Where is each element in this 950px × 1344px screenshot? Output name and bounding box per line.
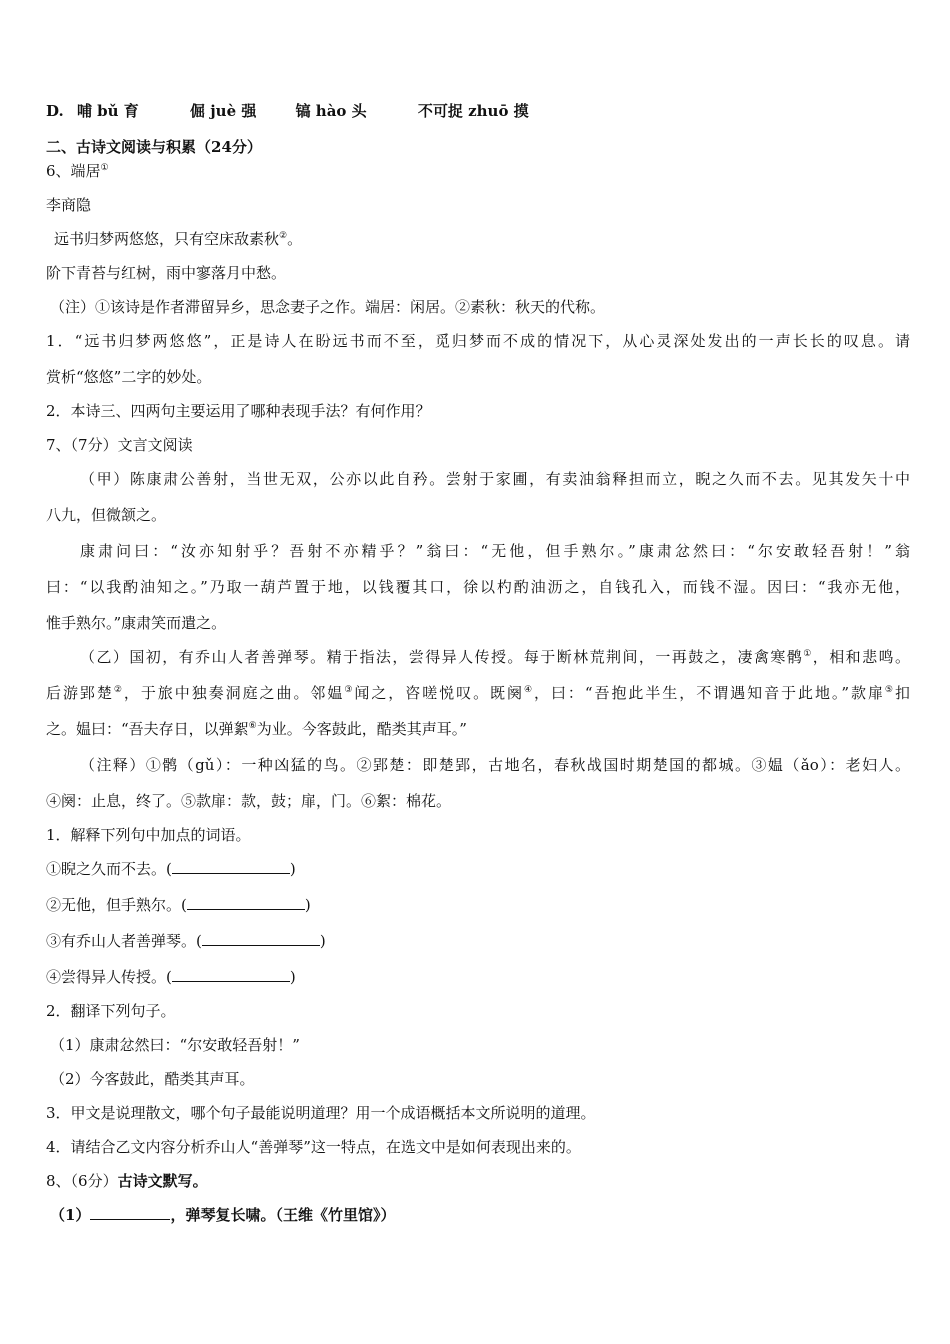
q7-q1-item-3: ③有乔山人者善弹琴。( ) bbox=[46, 932, 326, 950]
q7-heading: 7、（7分）文言文阅读 bbox=[46, 436, 193, 454]
q6-heading: 6、端居① bbox=[46, 162, 109, 180]
q6-question-1: 1．“远书归梦两悠悠”，正是诗人在盼远书而不至，觅归梦而不成的情况下，从心灵深处发出的一声长长的叹息。请 bbox=[46, 332, 910, 350]
option-d-a: 哺 bǔ 育 bbox=[76, 102, 139, 120]
passage-yi-line-1: （乙）国初，有乔山人者善弹琴。精于指法，尝得异人传授。每于断林荒荆间，一再鼓之，凄禽寒鹘①，相和悲鸣。 bbox=[80, 648, 910, 666]
q7-q1-item-4: ④尝得异人传授。( ) bbox=[46, 968, 296, 986]
passage-jia-line-1: （甲）陈康肃公善射，当世无双，公亦以此自矜。尝射于家圃，有卖油翁释担而立，睨之久而不去。见其发矢十中 bbox=[80, 470, 910, 488]
answer-blank[interactable] bbox=[202, 931, 320, 946]
q7-question-1: 1．解释下列句中加点的词语。 bbox=[46, 826, 251, 844]
section-2-title: 二、古诗文阅读与积累（24分） bbox=[46, 138, 262, 156]
poem-author: 李商隐 bbox=[46, 196, 92, 214]
q7-q1-item-2: ②无他，但手熟尔。( ) bbox=[46, 896, 311, 914]
q6-question-2: 2．本诗三、四两句主要运用了哪种表现手法？有何作用？ bbox=[46, 402, 431, 420]
passage-jia-line-5: 惟手熟尔。”康肃笑而遣之。 bbox=[46, 614, 227, 632]
passage-notes-line-1: （注释）①鹘（gǔ）：一种凶猛的鸟。②郢楚：即楚郢，古地名，春秋战国时期楚国的都城。③媪（ǎo）：老妇人。 bbox=[80, 756, 910, 774]
option-d-d: 不可捉 zhuō 摸 bbox=[417, 102, 529, 120]
option-d-row bbox=[46, 101, 910, 121]
passage-jia-line-4: 曰：“以我酌油知之。”乃取一葫芦置于地，以钱覆其口，徐以杓酌油沥之，自钱孔入，而钱不湿。因曰：“我亦无他， bbox=[46, 578, 910, 596]
passage-yi-line-2: 后游郢楚②，于旅中独奏洞庭之曲。邻媪③闻之，咨嗟悦叹。既阕④，曰：“吾抱此半生，不谓遇知音于此地。”款扉⑤扣 bbox=[46, 684, 910, 702]
answer-blank[interactable] bbox=[90, 1205, 170, 1220]
poem-line-1: 远书归梦两悠悠，只有空床敌素秋②。 bbox=[54, 230, 303, 248]
poem-note: （注）①该诗是作者滞留异乡，思念妻子之作。端居：闲居。②素秋：秋天的代称。 bbox=[50, 298, 606, 316]
q7-q2-sentence-1: （1）康肃忿然曰：“尔安敢轻吾射！” bbox=[50, 1036, 300, 1054]
passage-jia-line-3: 康肃问曰：“汝亦知射乎？吾射不亦精乎？”翁曰：“无他，但手熟尔。”康肃忿然曰：“尔安敢轻吾射！”翁 bbox=[80, 542, 910, 560]
q6-question-1-cont: 赏析“悠悠”二字的妙处。 bbox=[46, 368, 212, 386]
option-d-b: 倔 juè 强 bbox=[190, 102, 257, 120]
q7-q2-sentence-2: （2）今客鼓此，酷类其声耳。 bbox=[50, 1070, 255, 1088]
q7-question-2: 2．翻译下列句子。 bbox=[46, 1002, 176, 1020]
q7-q1-item-1: ①睨之久而不去。( ) bbox=[46, 860, 296, 878]
option-d-label: D. bbox=[46, 102, 64, 120]
q8-item-1: （1） ，弹琴复长啸。（王维《竹里馆》） bbox=[50, 1206, 396, 1224]
passage-yi-line-3: 之。媪曰：“吾夫存日，以弹絮⑥为业。今客鼓此，酷类其声耳。” bbox=[46, 720, 467, 738]
poem-line-2: 阶下青苔与红树，雨中寥落月中愁。 bbox=[46, 264, 287, 282]
answer-blank[interactable] bbox=[172, 859, 290, 874]
answer-blank[interactable] bbox=[187, 895, 305, 910]
q7-question-4: 4．请结合乙文内容分析乔山人“善弹琴”这一特点，在选文中是如何表现出来的。 bbox=[46, 1138, 581, 1156]
passage-notes-line-2: ④阕：止息，终了。⑤款扉：款，鼓；扉，门。⑥絮：棉花。 bbox=[46, 792, 452, 810]
option-d-c: 镐 hào 头 bbox=[295, 102, 367, 120]
q8-heading: 8、（6分）古诗文默写。 bbox=[46, 1172, 208, 1190]
answer-blank[interactable] bbox=[172, 967, 290, 982]
passage-jia-line-2: 八九，但微颔之。 bbox=[46, 506, 167, 524]
q7-question-3: 3．甲文是说理散文，哪个句子最能说明道理？用一个成语概括本文所说明的道理。 bbox=[46, 1104, 596, 1122]
